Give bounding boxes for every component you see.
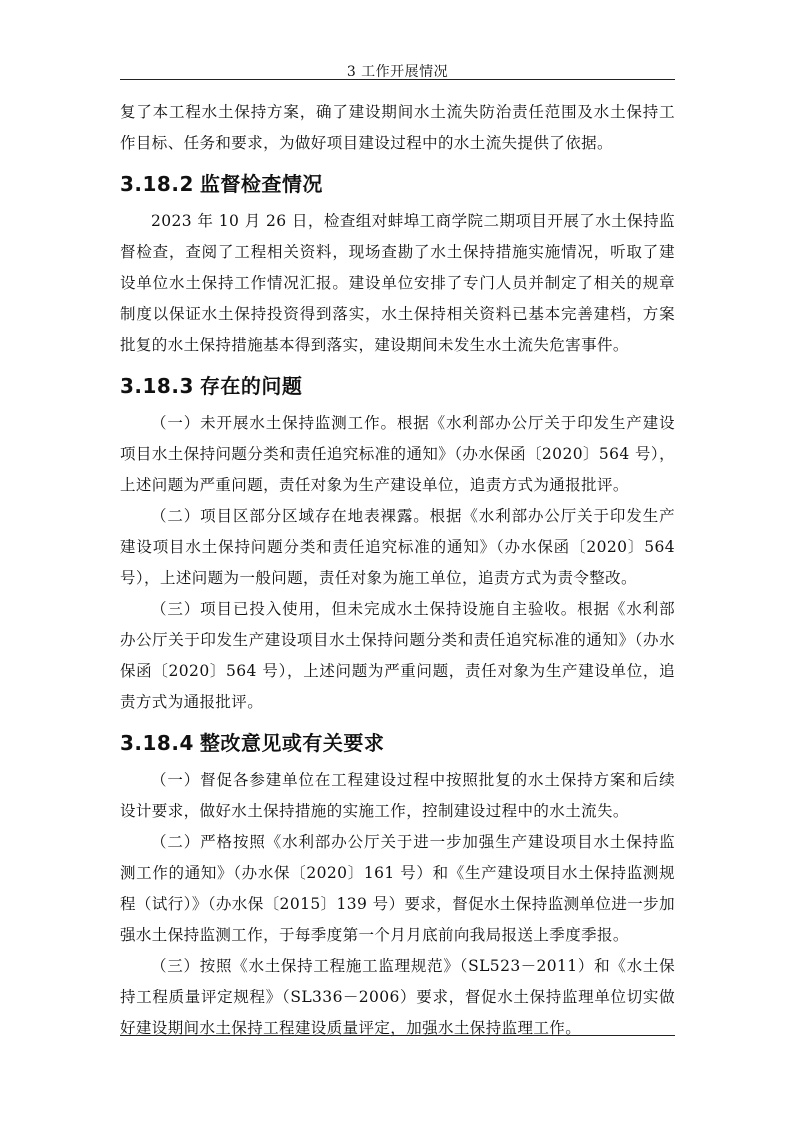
- section-heading-3-18-2: [120, 159, 675, 206]
- paragraph: （二）项目区部分区域存在地表裸露。根据《水利部办公厅关于印发生产建设项目水土保持问题分类和责任追究标准的通知》（办水保函〔2020〕564 号），上述问题为一般问题，责任对象为施工单位，追责方式为责令整改。: [120, 507, 675, 587]
- paragraph: （一）未开展水土保持监测工作。根据《水利部办公厅关于印发生产建设项目水土保持问题分类和责任追究标准的通知》（办水保函〔2020〕564 号），上述问题为严重问题，责任对象为生产建设单位，追责方式为通报批评。: [120, 414, 675, 494]
- continued-paragraph: 复了本工程水土保持方案，确了建设期间水土流失防治责任范围及水土保持工作目标、任务和要求，为做好项目建设过程中的水土流失提供了依据。: [120, 103, 675, 152]
- section-heading-3-18-4: [120, 718, 675, 765]
- paragraph: 2023 年 10 月 26 日，检查组对蚌埠工商学院二期项目开展了水土保持监督检查，查阅了工程相关资料，现场查勘了水土保持措施实施情况，听取了建设单位水土保持工作情况汇报。建设单位安排了专门人员并制定了相关的规章制度以保证水土保持投资得到落实，水土保持相关资料已基本完善建档，方案批复的水土保持措施基本得到落实，建设期间未发生水土流失危害事件。: [120, 212, 675, 354]
- document-body: [120, 97, 675, 1044]
- paragraph: （一）督促各参建单位在工程建设过程中按照批复的水土保持方案和后续设计要求，做好水土保持措施的实施工作，控制建设过程中的水土流失。: [120, 771, 675, 820]
- paragraph: （三）按照《水土保持工程施工监理规范》（SL523－2011）和《水土保持工程质量评定规程》（SL336－2006）要求，督促水土保持监理单位切实做好建设期间水土保持工程建设质量评定，加强水土保持监理工作。: [120, 957, 675, 1037]
- section-title: 监督检查情况: [199, 172, 323, 196]
- running-header-title: 3 工作开展情况: [346, 64, 449, 80]
- section-title: 存在的问题: [199, 374, 303, 398]
- section-heading-3-18-3: [120, 361, 675, 408]
- section-number: 3.18.4: [120, 731, 194, 755]
- section-title: 整改意见或有关要求: [199, 731, 385, 755]
- section-number: 3.18.3: [120, 374, 194, 398]
- footer-rule: [120, 1035, 675, 1036]
- paragraph: （三）项目已投入使用，但未完成水土保持设施自主验收。根据《水利部办公厅关于印发生产建设项目水土保持问题分类和责任追究标准的通知》（办水保函〔2020〕564 号），上述问题为严重问题，责任对象为生产建设单位，追责方式为通报批评。: [120, 600, 675, 711]
- header-rule: [120, 79, 675, 80]
- section-number: 3.18.2: [120, 172, 194, 196]
- paragraph: （二）严格按照《水利部办公厅关于进一步加强生产建设项目水土保持监测工作的通知》（办水保〔2020〕161 号）和《生产建设项目水土保持监测规程（试行）》（办水保〔2015〕139 号）要求，督促水土保持监测单位进一步加强水土保持监测工作，于每季度第一个月月底前向我局报送上季度季报。: [120, 833, 675, 944]
